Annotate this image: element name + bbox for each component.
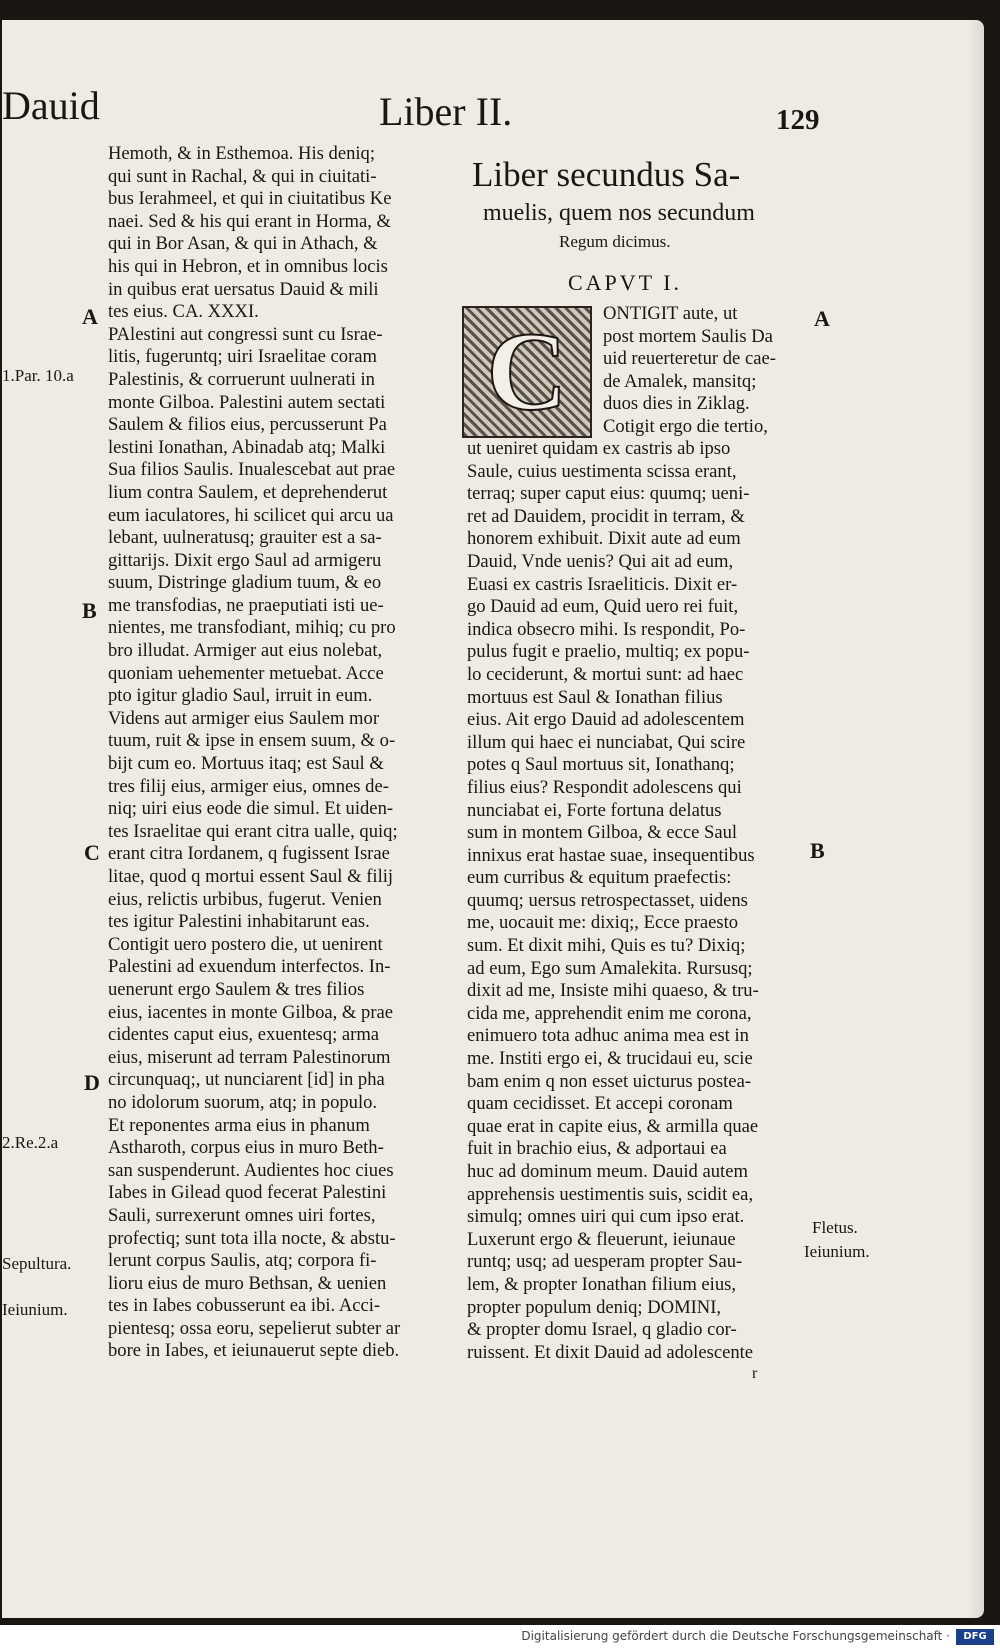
text-line: innixus erat hastae suae, insequentibus bbox=[467, 844, 755, 866]
text-line: ONTIGIT aute, ut bbox=[603, 303, 738, 324]
catchword: r bbox=[752, 1365, 758, 1382]
text-line: quam cecidisset. Et accepi coronam bbox=[467, 1093, 733, 1115]
text-line: lium contra Saulem, et deprehenderut bbox=[108, 481, 388, 503]
text-line: fuit in brachio eius, & adportaui ea bbox=[467, 1138, 727, 1160]
text-line: Sua filios Saulis. Inualescebat aut prae bbox=[108, 459, 396, 481]
text-line: simulq; omnes uiri qui cum ipso erat. bbox=[467, 1206, 745, 1228]
section-mark-left-c: C bbox=[84, 840, 100, 865]
text-line: lem, & propter Ionathan filium eius, bbox=[467, 1273, 737, 1295]
text-line: apprehensis uestimentis suis, scidit ea, bbox=[467, 1183, 754, 1205]
text-line: propter populum deniq; DOMINI, bbox=[467, 1296, 722, 1318]
initial-letter: C bbox=[486, 310, 568, 434]
text-line: circunquaq;, ut nunciarent [id] in pha bbox=[108, 1069, 385, 1091]
text-line: monte Gilboa. Palestini autem sectati bbox=[108, 391, 386, 413]
book-page bbox=[2, 20, 984, 1618]
margin-note-ieiunium-left: Ieiunium. bbox=[2, 1300, 68, 1319]
text-line: no idolorum suorum, atq; in populo. bbox=[108, 1091, 378, 1113]
text-line: mortuus est Saul & Ionathan filius bbox=[467, 686, 723, 708]
text-line: Iabes in Gilead quod fecerat Palestini bbox=[108, 1182, 387, 1204]
text-line: naei. Sed & his qui erant in Horma, & bbox=[108, 210, 391, 232]
text-line: post mortem Saulis Da bbox=[603, 325, 773, 347]
text-line: duos dies in Ziklag. bbox=[603, 393, 750, 415]
text-line: uenerunt ergo Saulem & tres filios bbox=[108, 978, 365, 1000]
text-line: eius, iacentes in monte Gilboa, & prae bbox=[108, 1001, 394, 1023]
text-line: his qui in Hebron, et in omnibus locis bbox=[108, 255, 388, 277]
text-line: gittarijs. Dixit ergo Saul ad armigeru bbox=[108, 549, 382, 571]
text-line: qui in Bor Asan, & qui in Athach, & bbox=[108, 233, 378, 255]
footer-strip bbox=[0, 1625, 1000, 1649]
text-line: in quibus erat uersatus Dauid & mili bbox=[108, 278, 379, 300]
text-line: PAlestini aut congressi sunt cu Israe- bbox=[108, 323, 383, 345]
left-column-text bbox=[108, 143, 448, 1363]
text-line: de Amalek, mansitq; bbox=[603, 370, 757, 392]
text-line: bro illudat. Armiger aut eius nolebat, bbox=[108, 640, 383, 662]
text-line: cida me, apprehendit enim me corona, bbox=[467, 1002, 752, 1024]
text-line: & propter domu Israel, q gladio cor- bbox=[467, 1319, 737, 1341]
text-line: litis, fugeruntq; uiri Israelitae coram bbox=[108, 346, 378, 368]
margin-note-sepultura: Sepultura. bbox=[2, 1254, 72, 1273]
text-line: Euasi ex castris Israeliticis. Dixit er- bbox=[467, 573, 738, 595]
text-line: runtq; usq; ad uesperam propter Sau- bbox=[467, 1251, 743, 1273]
text-line: me, uocauit me: dixiq;, Ecce praesto bbox=[467, 912, 739, 934]
text-line: ruissent. Et dixit Dauid ad adolescente bbox=[467, 1341, 754, 1363]
decorated-initial bbox=[462, 306, 592, 438]
book-subtitle: Regum dicimus. bbox=[559, 232, 671, 251]
text-line: pulus fugit e praelio, multiq; ex popu- bbox=[467, 641, 750, 663]
text-line: qui sunt in Rachal, & qui in ciuitati- bbox=[108, 165, 377, 187]
text-line: erant citra Iordanem, q fugissent Israe bbox=[108, 843, 390, 865]
text-line: nunciabat ei, Forte fortuna delatus bbox=[467, 799, 722, 821]
text-line: nientes, me transfodiant, mihiq; cu pro bbox=[108, 617, 396, 639]
text-line: lioru eius de muro Bethsan, & uenien bbox=[108, 1272, 387, 1294]
text-line: Hemoth, & in Esthemoa. His deniq; bbox=[108, 143, 375, 164]
text-line: Dauid, Vnde uenis? Qui ait ad eum, bbox=[467, 550, 734, 572]
text-line: lo ceciderunt, & mortui sunt: ad haec bbox=[467, 663, 744, 685]
text-line: eius, miserunt ad terram Palestinorum bbox=[108, 1046, 391, 1068]
section-mark-right-a: A bbox=[814, 306, 830, 331]
text-line: me transfodias, ne praeputiati isti ue- bbox=[108, 594, 384, 616]
text-line: dixit ad me, Insiste mihi quaeso, & tru- bbox=[467, 980, 759, 1002]
text-line: Videns aut armiger eius Saulem mor bbox=[108, 707, 380, 729]
text-line: tes igitur Palestini inhabitarunt eas. bbox=[108, 911, 370, 933]
text-line: suum, Distringe gladium tuum, & eo bbox=[108, 572, 382, 594]
text-line: ret ad Dauidem, procidit in terram, & bbox=[467, 505, 745, 527]
text-line: tes eius. CA. XXXI. bbox=[108, 301, 259, 323]
page-number: 129 bbox=[776, 104, 820, 136]
section-mark-left-d: D bbox=[84, 1070, 100, 1095]
text-line: ut ueniret quidam ex castris ab ipso bbox=[467, 438, 731, 459]
text-line: enimuero tota adhuc anima mea est in bbox=[467, 1025, 749, 1047]
text-line: sum. Et dixit mihi, Quis es tu? Dixiq; bbox=[467, 935, 746, 957]
text-line: sum in montem Gilboa, & ecce Saul bbox=[467, 822, 738, 844]
section-mark-left-a: A bbox=[82, 304, 98, 329]
margin-note-re: 2.Re.2.a bbox=[2, 1133, 59, 1152]
text-line: me. Institi ergo ei, & trucidaui eu, scie bbox=[467, 1048, 753, 1070]
text-line: lebant, uulneratusq; grauiter est a sa- bbox=[108, 527, 382, 549]
text-line: tes in Iabes cobusserunt ea ibi. Acci- bbox=[108, 1295, 381, 1317]
text-line: ad eum, Ego sum Amalekita. Rursusq; bbox=[467, 957, 753, 979]
text-line: terraq; super caput eius: quumq; ueni- bbox=[467, 483, 750, 505]
text-line: tres filij eius, armiger eius, omnes de- bbox=[108, 775, 389, 797]
text-line: huc ad dominum meum. Dauid autem bbox=[467, 1161, 748, 1182]
text-line: profectiq; sunt tota illa nocte, & abstu- bbox=[108, 1227, 396, 1249]
text-line: niq; uiri eius eode die simul. Et uiden- bbox=[108, 798, 394, 820]
text-line: eius. Ait ergo Dauid ad adolescentem bbox=[467, 709, 745, 731]
text-line: indica obsecro mihi. Is respondit, Po- bbox=[467, 618, 746, 640]
text-line: litae, quod q mortui essent Saul & filij bbox=[108, 866, 394, 887]
text-line: bus Ierahmeel, et qui in ciuitatibus Ke bbox=[108, 188, 392, 210]
text-line: quoniam uehementer metuebat. Acce bbox=[108, 662, 384, 684]
text-line: Contigit uero postero die, ut uenirent bbox=[108, 933, 383, 955]
running-head-left: Dauid bbox=[2, 83, 100, 128]
text-line: tuum, ruit & ipse in ensem suum, & o- bbox=[108, 730, 396, 752]
text-line: Luxerunt ergo & fleuerunt, ieiunaue bbox=[467, 1228, 736, 1250]
text-line: pto igitur gladio Saul, irruit in eum. bbox=[108, 685, 373, 707]
text-line: Sauli, surrexerunt omnes uiri fortes, bbox=[108, 1204, 376, 1226]
text-line: lerunt corpus Saulis, atq; corpora fi- bbox=[108, 1250, 377, 1272]
text-line: cidentes caput eius, exuentesq; arma bbox=[108, 1024, 380, 1046]
text-line: Astharoth, corpus eius in muro Beth- bbox=[108, 1137, 384, 1159]
text-line: quae erat in capite eius, & armilla quae bbox=[467, 1115, 759, 1137]
text-line: lestini Ionathan, Abinadab atq; Malki bbox=[108, 436, 386, 458]
book-title: Liber secundus Sa- bbox=[472, 155, 741, 194]
footer-credit: Digitalisierung gefördert durch die Deutsche Forschungsgemeinschaft · bbox=[521, 1629, 950, 1643]
text-line: potes q Saul mortuus sit, Ionathanq; bbox=[467, 754, 735, 776]
margin-note-ieiunium-right: Ieiunium. bbox=[804, 1242, 870, 1261]
text-line: bore in Iabes, et ieiunauerut septe dieb. bbox=[108, 1340, 400, 1362]
text-line: honorem exhibuit. Dixit aute ad eum bbox=[467, 528, 741, 550]
text-line: Et reponentes arma eius in phanum bbox=[108, 1114, 370, 1136]
text-line: quumq; uersus retrospectasset, uidens bbox=[467, 889, 748, 911]
text-line: illum qui haec ei nunciabat, Qui scire bbox=[467, 731, 746, 753]
section-mark-right-b: B bbox=[810, 838, 825, 863]
text-line: bijt cum eo. Mortuus itaq; est Saul & bbox=[108, 753, 384, 775]
running-head-center: Liber II. bbox=[379, 89, 513, 134]
text-line: eius, relictis urbibus, fugerut. Venien bbox=[108, 888, 382, 910]
margin-note-fletus: Fletus. bbox=[812, 1218, 858, 1237]
text-line: filius eius? Respondit adolescens qui bbox=[467, 776, 742, 798]
text-line: tes Israelitae qui erant citra ualle, quiq; bbox=[108, 820, 398, 842]
margin-note-par: 1.Par. 10.a bbox=[2, 366, 74, 385]
chapter-heading: CAPVT I. bbox=[568, 270, 683, 295]
text-line: Palestini ad exuendum interfectos. In- bbox=[108, 956, 391, 978]
text-line: eum curribus & equitum praefectis: bbox=[467, 867, 732, 889]
text-line: go Dauid ad eum, Quid uero rei fuit, bbox=[467, 596, 739, 618]
text-line: san suspenderunt. Audientes hoc ciues bbox=[108, 1159, 394, 1181]
right-column-text bbox=[467, 438, 807, 1364]
book-title-line2: muelis, quem nos secundum bbox=[483, 200, 755, 226]
drop-initial-lines bbox=[603, 303, 813, 439]
text-line: Saulem & filios eius, percusserunt Pa bbox=[108, 414, 387, 436]
text-line: bam enim q non esset uicturus postea- bbox=[467, 1070, 752, 1092]
text-line: pientesq; ossa eoru, sepelierut subter ar bbox=[108, 1317, 401, 1339]
section-mark-left-b: B bbox=[82, 598, 97, 623]
text-line: eum iaculatores, hi scilicet qui arcu ua bbox=[108, 504, 394, 526]
text-line: Saule, cuius uestimenta scissa erant, bbox=[467, 460, 737, 482]
text-line: uid reuerteretur de cae- bbox=[603, 348, 776, 370]
text-line: Cotigit ergo die tertio, bbox=[603, 415, 768, 437]
text-line: Palestinis, & corruerunt uulnerati in bbox=[108, 368, 375, 390]
dfg-logo: DFG bbox=[956, 1629, 994, 1645]
